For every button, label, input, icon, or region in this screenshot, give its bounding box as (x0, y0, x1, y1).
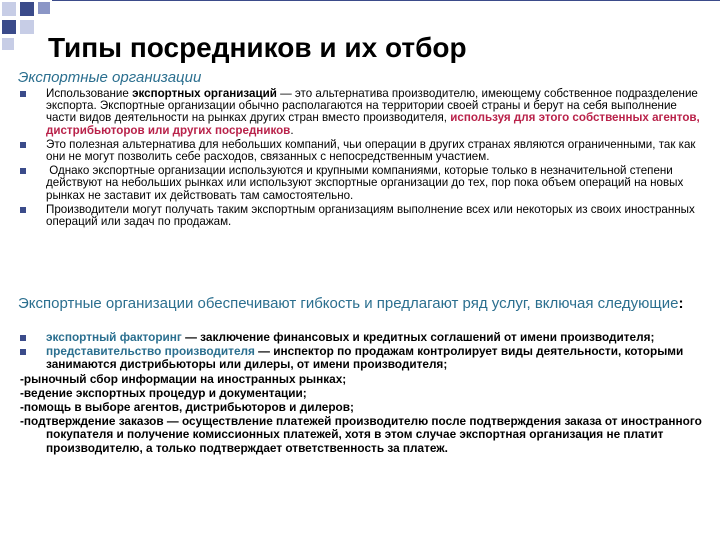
services-heading-colon: : (678, 295, 684, 312)
square-bullet-icon (20, 207, 26, 213)
title-rule (52, 0, 720, 1)
item-text: . (290, 123, 294, 137)
decor-square (2, 2, 16, 16)
services-heading-text: Экспортные организации обеспечивают гибкость и предлагают ряд услуг, включая следующие (18, 295, 679, 312)
decor-square (20, 2, 34, 16)
bullet-list (18, 88, 708, 230)
item-text: — это альтернатива производителю, имеющему собственное подразделение экспорта. Экспортные организации обычно располагаются на территории своей страны и берут на себя выполнение части видов деятельности на рынках других стран вместо производителя, (46, 87, 698, 125)
item-text: Использование (46, 87, 133, 100)
decor-square (2, 20, 16, 34)
services-list (18, 331, 708, 456)
item-text: Производители могут получать таким экспортным организациям выполнение всех или некоторых из своих иностранных операций или задач по продажам. (46, 202, 695, 229)
square-bullet-icon (20, 142, 26, 148)
item-text: Однако экспортные организации используются и крупными компаниями, которые только в незначительной степени действуют на небольших рынках или используют экспортные организации до тех, пор пока объем операций на новых рынках не заставит их действовать там самостоятельно. (46, 164, 687, 202)
list-item (18, 345, 708, 371)
page-title: Типы посредников и их отбор (48, 32, 467, 63)
decor-square (2, 38, 14, 50)
square-bullet-icon (20, 168, 26, 174)
square-bullet-icon (20, 349, 26, 355)
services-heading (18, 295, 708, 312)
dash-item: -рыночный сбор информации на иностранных рынках; (20, 371, 347, 386)
list-item (18, 139, 708, 163)
item-bold-text: экспортных организаций (132, 87, 277, 100)
page-subtitle: Экспортные организации (18, 69, 202, 86)
service-term: экспортный факторинг (46, 330, 182, 344)
service-description: — заключение финансовых и кредитных соглашений от имени производителя; (181, 330, 655, 344)
service-description: — инспектор по продажам контролирует виды деятельности, которыми занимаются дистрибьюторы или дилеры, от имени производителя; (46, 344, 684, 372)
item-highlight-text: используя для этого собственных агентов, дистрибьюторов или других посредников (46, 111, 700, 137)
list-item (18, 88, 708, 137)
decor-square (38, 2, 50, 14)
list-item (18, 165, 708, 202)
list-item (18, 331, 708, 344)
service-term: представительство производителя (46, 344, 255, 359)
square-bullet-icon (20, 91, 26, 97)
dash-item: -помощь в выборе агентов, дистрибьюторов и дилеров; (20, 400, 354, 415)
square-bullet-icon (20, 335, 26, 341)
list-item (18, 204, 708, 228)
dash-item: -подтверждение заказов — осуществление платежей производителю после подтверждения заказа от иностранного покупателя и получение комиссионных платежей, хотя в этом случае экспортная организация не платит производителю, а только подтверждает ответственность за платеж. (20, 414, 702, 455)
dash-item: -ведение экспортных процедур и документации; (20, 385, 307, 400)
item-text: Это полезная альтернатива для небольших компаний, чьи операции в других странах являются ограниченными, так как они не могут позволить себе расходов, связанных с непосредственным участием. (46, 137, 696, 164)
decor-square (20, 20, 34, 34)
